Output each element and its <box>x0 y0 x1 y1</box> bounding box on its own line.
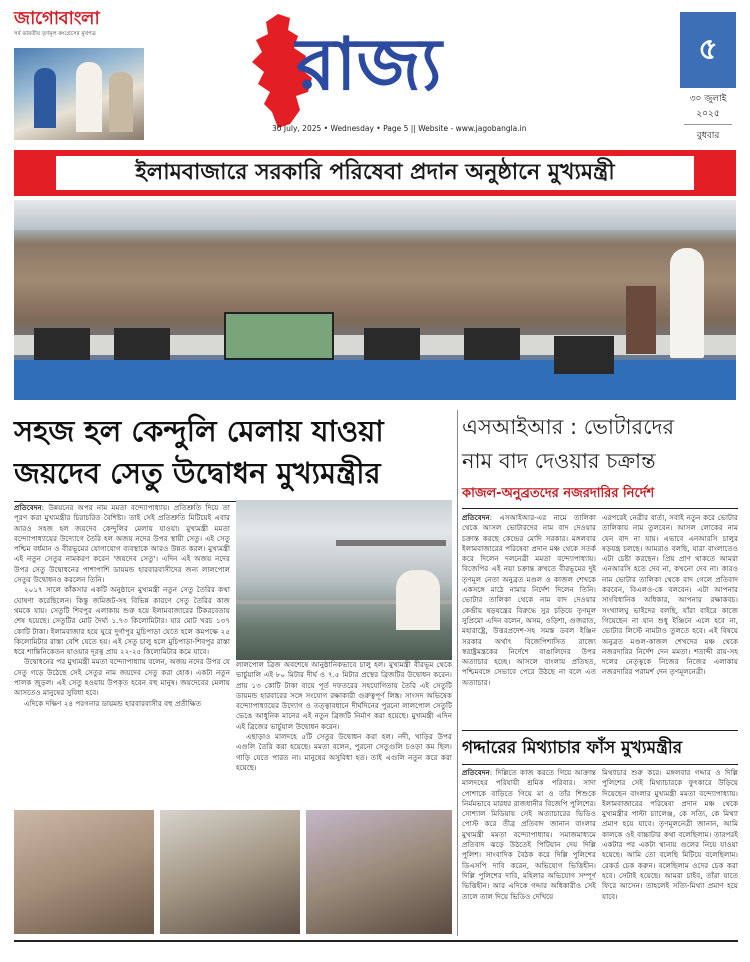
rally-photo <box>14 200 736 400</box>
story2-left-text <box>462 768 596 936</box>
byline-label: প্রতিবেদন <box>14 503 42 512</box>
page-number: ৫ <box>680 12 736 88</box>
banner-headline-bar <box>14 150 736 196</box>
page-number-box <box>680 12 736 142</box>
lead-para1: : উন্নয়নের অপর নাম মমতা বন্দ্যোপাধ্যায়। প্রতিশ্রুতি দিয়ে তা পূরণ করা মুখ্যমন্ত্রীর চিরাচরিত বৈশিষ্ট্য। তাই সেই প্রতিশ্রুতি মিটিয়েই এবার আরও সহজ হল জয়দেব কেন্দুলির মেলায় যাওয়া। মুখ্যমন্ত্রী মমতা বন্দ্যোপাধ্যায়ের উদ্যোগে তৈরি হল অজয় নদের উপর স্থায়ী সেতু। এই সেতু পশ্চিম বর্ধমান ও বীরভূমের যোগাযোগ ব্যবস্থাকে আরও উন্নত করল। মুখ্যমন্ত্রী এই নতুন সেতুর নামকরণ করেন 'জয়দেব সেতু'। এদিন এই অজয় নদের উপর সেতু উদ্বোধনের পাশাপাশি ডায়মন্ড হারবারবাসীদের জন্য লালপোল সেতুর উদ্বোধনও করলেন তিনি। <box>14 503 230 585</box>
story2-left-para: : দিল্লিতে কাজ করতে গিয়ে আক্রান্ত মালদহের পরিযায়ী শ্রমিক পরিবার। সাদা পোশাকে বাড়িতে গিয়ে মা ও তাঁর শিশুকে নির্মমভাবে মারধর রাজধানীর বিজেপি পুলিশের। সোশ্যাল মিডিয়ায় সেই অত্যাচারের ভিডিও পোস্ট করে তীব্র প্রতিবাদ জানান বাংলার মুখ্যমন্ত্রী মমতা বন্দ্যোপাধ্যায়। সমাজমাধ্যমে প্রতিবাদ ঝড়ে উঠতেই পিটিয়ান দেয় দিল্লি পুলিশ। সাংবাদিক বৈঠক করে দিল্লি পুলিশের ডিএসপি দাবি করেন, অভিযোগ ভিত্তিহীন। দিল্লি পুলিশের দাবি, মহিলার অভিযোগ সম্পূর্ণ ভিত্তিহীন। আর এদিকে গদ্দার অধিকারীও সেই তালে তাল দিয়ে ভিডিও দেখিয়ে <box>462 768 596 901</box>
sidebar-right-para: এরপরেই নেত্রীর বার্তা, সবাই নতুন করে ভোটার তালিকায় নাম তুলবেন। আসল লোকের নাম যেন বাদ না যায়। এভাবে এনআরসি চালুর ষড়যন্ত্র চলছে। আমরাও বলছি, যারা বাংলাতেও এটা চেষ্টা করছেন। প্রিয় প্রাণ থাকতে আমরা এনআরসি হতে দেব না, কখনো দেব না। কারও নাম ভোটার তালিকা থেকে বাদ গেলে প্রতিবাদ করবেন, বিএলও-কে বলবেন। এটা আপনার সাংবিধানিক অধিকার, আপনার রক্ষাকবচ। সংখ্যালঘু ভাইদের বলছি, যাঁরা বাইরে কাজে গিয়েছেন না যান শুধু ইঞ্জিনে এলে হবে না, ভোটার লিস্টে নামটাও তুলতে হবে। এই বিষয়ে অনুব্রত মণ্ডল-কাজল শেখদের মঞ্চ থেকে নজরদারির নির্দেশ দেন মমতা। শতাব্দী রায়-সহ দলের নেতৃত্বকে নিজের নিজের এলাকায় নজরদারির পরামর্শ দেন তৃণমূলনেত্রী। <box>602 513 738 677</box>
lead-headline-line1: সহজ হল কেন্দুলি মেলায় যাওয়া <box>14 414 384 448</box>
sidebar-right-text <box>602 513 738 726</box>
paper-logo[interactable] <box>14 8 154 42</box>
sidebar-headline <box>462 410 738 478</box>
lead-col2-text <box>236 660 452 808</box>
bridge-photo <box>236 500 452 660</box>
weekday-bn: বুধবার <box>696 131 720 141</box>
paper-logo-subtitle: সর্ব ভারতীয় তৃণমূল কংগ্রেসের মুখপত্র <box>14 31 96 37</box>
story2-right-text <box>602 768 738 936</box>
masthead-photo <box>14 48 144 140</box>
lead-headline-line2: জয়দেব সেতু উদ্বোধন মুখ্যমন্ত্রীর <box>14 456 381 490</box>
section-title: রাজ্য <box>296 21 442 106</box>
banner-headline: ইলামবাজারে সরকারি পরিষেবা প্রদান অনুষ্ঠানে মুখ্যমন্ত্রী <box>135 160 615 185</box>
story2-byline-label: প্রতিবেদন <box>462 768 490 777</box>
masthead <box>0 0 750 148</box>
lead-col2-para1: লালপোল ব্রিজ অবশেষে আনুষ্ঠানিকভাবে চালু হল। মুখ্যমন্ত্রী বীরভূম থেকে ভার্চুয়ালি এই ৮০ মিটার দীর্ঘ ও ৭.৫ মিটার প্রস্থের ব্রিজটির উদ্বোধন করেন। প্রায় ১৩ কোটি টাকা ব্যয়ে পূর্ত দফতরের সহযোগিতায় তৈরি এই সেতুটি ডায়মন্ড হারবারের সঙ্গে সংযোগ রক্ষাকারী গুরুত্বপূর্ণ লিঙ্ক। সাংসদ অভিষেক বন্দ্যোপাধ্যায়ের উদ্যোগ ও তত্ত্বাবধানে দীর্ঘদিনের পুরনো লালপোল সেতুটি ভেঙে আধুনিক মানের এই নতুন ব্রিজটি নির্মাণ করা হয়েছে। মুখ্যমন্ত্রী এদিন এই ব্রিজের ভার্চুয়াল উদ্বোধন করেন। <box>236 660 452 731</box>
event-photo-3 <box>306 810 452 934</box>
sidebar-left-text <box>462 513 596 726</box>
lead-para2: ২০১৭ সালে কাঁকসার একটি অনুষ্ঠানে মুখ্যমন্ত্রী নতুন সেতু তৈরির কথা ঘোষণা করেছিলেন। কিন্তু জমিজট-সহ বিভিন্ন কারণে সেতু তৈরির কাজ থমকে যায়। সেতুটি শিবপুর এলাকায় শুরু হয়ে ইলামবাজারের টিকরবেতায় শেষ হয়েছে। সেতুটির মোট দৈর্ঘ্য ১.৭৩ কিলোমিটার। যার মোট খরচ ১৩৭ কোটি টাকা। ইলামবাজার হয়ে ঘুরে দুর্গাপুর মুচিপাড়া যেতে হলে কমপক্ষে ২৫ কিলোমিটার রাস্তা বেশি যেতে হয়। এই সেতু চালু হলে মুচিপাড়া-শিবপুর রাস্তা ধরে শান্তিনিকেতন যাওয়ার দূরত্ব প্রায় ২২-২৫ কিলোমিটার কমে যাবে। <box>14 585 230 657</box>
lead-para3: উদ্বোধনের পর মুখ্যমন্ত্রী মমতা বন্দ্যোপাধ্যায় বলেন, অজয় নদের উপর যে সেতু গড়ে উঠেছে সেই সেতুর নাম জয়দেব সেতু করা হোক। একটা নতুন পালক জুড়ল। এই সেতু হওয়ায় উপকৃত হবেন বহু মানুষ। জয়দেবের মেলায় আসতেও মানুষের সুবিধা হবে। <box>14 657 230 698</box>
story2-headline: গদ্দারের মিথ্যাচার ফাঁস মুখ্যমন্ত্রীর <box>462 738 683 758</box>
footer-rule <box>14 940 738 942</box>
sidebar-left-para: : এসআইআর-এর নামে তালিকা থেকে আসল ভোটারদের নাম বাদ দেওয়ার চক্রান্ত করছে কেন্দ্রের মোদি সরকার। মঙ্গলবার ইলামবাজারের পরিষেবা প্রদান মঞ্চ থেকে সতর্ক করে দিলেন দলনেত্রী মমতা বন্দ্যোপাধ্যায়। বিজেপির এই নয়া চক্রান্ত রুখতে বীরভূমের দুই তৃণমূল নেতা অনুব্রত মণ্ডল ও কাজল শেখকে একসঙ্গে মাঠে নামার নির্দেশ দিলেন তিনি। ভোটার তালিকা থেকে নাম বাদ দেওয়ার কেন্দ্রীয় ষড়যন্ত্রের বিরুদ্ধে সুর চড়িয়ে তৃণমূল সুপ্রিমো এদিন বলেন, অসম, ওড়িশা, গুজরাত, মহারাষ্ট্রে, উত্তরপ্রদেশ-সহ সমস্ত ডবল ইঞ্জিন সরকার অর্থাৎ বিজেপিশাসিত রাজ্যে স্বরাষ্ট্রমন্ত্রকের নির্দেশে বাঙালিদের উপর অত্যাচার হচ্ছে। আসলে বাংলায় প্রতিহত, পশ্চিমবঙ্গে সেভাবে পেরে উঠছে না বলে এত অত্যাচার। <box>462 513 596 687</box>
lead-headline <box>14 410 452 498</box>
sidebar-subhead: কাজল-অনুব্রতদের নজরদারির নির্দেশ <box>462 486 655 501</box>
date-bn: ৩০ জুলাই ২০২৫ <box>689 94 727 119</box>
lead-col2-para2: এছাড়াও মালদহে ৫টি সেতুর উদ্বোধন করা হল। নদী, খাড়ির উপর এগুলি তৈরি করা হয়েছে। মমতা বলেন, পুরনো সেতুগুলি চওড়া কম ছিল। গাড়ি যেতে পারত না। মানুষের অসুবিধা হত। তাই এগুলি নতুন করে করা হয়েছে। <box>236 732 452 772</box>
event-photo-1 <box>14 810 154 934</box>
lead-para4: এদিকে দক্ষিণ ২৪ পরগনার ডায়মন্ড হারবারবাসীর বহু প্রতীক্ষিত <box>24 698 202 708</box>
paper-logo-text: জাগোবাংলা <box>14 8 100 29</box>
lead-col1-text <box>14 503 230 807</box>
sidebar-headline-line1: এসআইআর : ভোটারদের <box>462 415 675 439</box>
sidebar-headline-line2: নাম বাদ দেওয়ার চক্রান্ত <box>462 449 656 473</box>
sidebar-byline-label: প্রতিবেদন <box>462 513 490 522</box>
dateline: 30 July, 2025 • Wednesday • Page 5 || Website - www.jagobangla.in <box>272 124 527 133</box>
story2-right-para: মিথ্যাচার শুরু করে। মঙ্গলবার গদ্দার ও দিল্লি পুলিশের সেই মিথ্যাচারকে ফুৎকারে উড়িয়ে দিয়েছেন বাংলার মুখ্যমন্ত্রী মমতা বন্দ্যোপাধ্যায়। ইলামবাজারের পরিষেবা প্রদান মঞ্চ থেকে মুখ্যমন্ত্রীর পাল্টা চ্যালেঞ্জ, কে সত্যি, কে মিথ্যা প্রমাণ হয়ে যাবে। তৃণমূলনেত্রী জানান, আমি কালকে ওই বাচ্চাটার কথা বলেছিলাম। তারপরই একটার পর একটা থানায় গুলের নিয়ে যাওয়া হয়েছে। আমি তো বলেছি মিটিয়ে বলেছিলাম। রেকর্ড চেক করুন। বলেছিলাম ওদের চেক করা হবে। সেটাই হয়েছে। আমরা চাইব, তাঁরা যাতে ফিরে আসেন। তাহলেই সত্যি-মিথ্যা প্রমাণ হয়ে যাবে। <box>602 768 738 901</box>
event-photo-2 <box>160 810 300 934</box>
